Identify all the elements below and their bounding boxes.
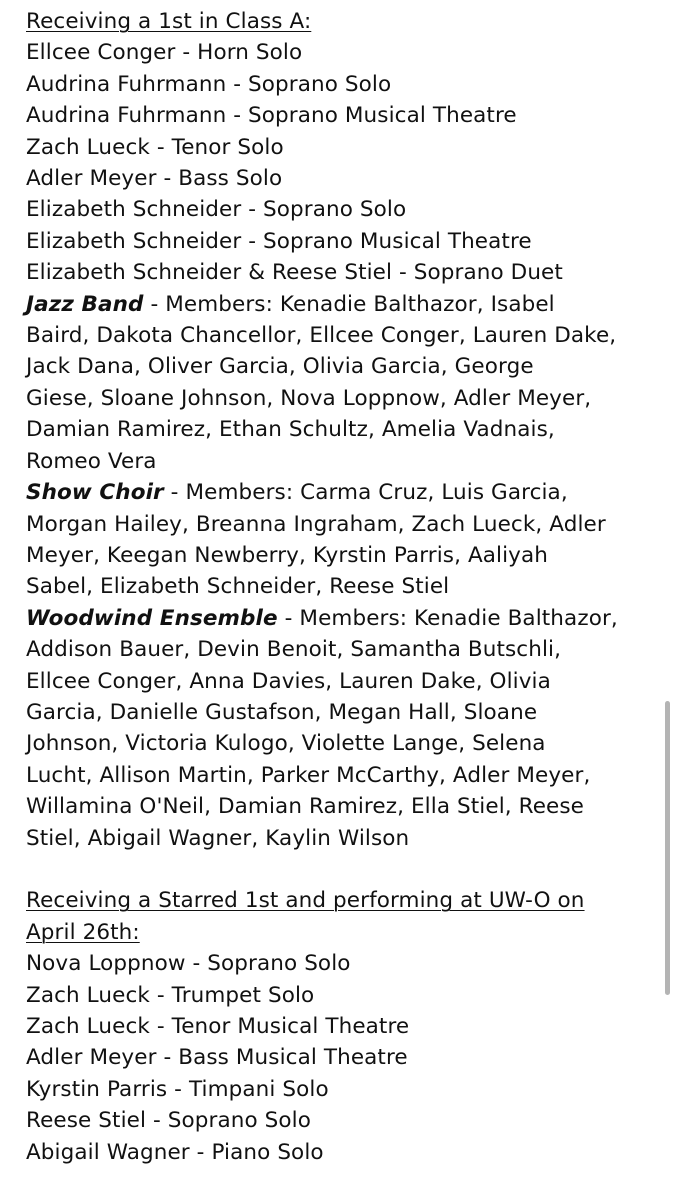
result-entry: Kyrstin Parris - Timpani Solo (26, 1076, 329, 1102)
result-entry: Audrina Fuhrmann - Soprano Musical Theatre (26, 103, 517, 129)
ensemble-jazz-band (26, 289, 656, 477)
ensemble-members-start: - Members: Carma Cruz, Luis Garcia, (163, 480, 568, 506)
section-spacer (26, 854, 656, 885)
ensemble-members-start: - Members: Kenadie Balthazor, (277, 605, 618, 631)
ensemble-name: Woodwind Ensemble (26, 605, 278, 631)
ensemble-members-line: Addison Bauer, Devin Benoit, Samantha Butschli, (26, 637, 562, 663)
result-entry: Zach Lueck - Trumpet Solo (26, 982, 315, 1008)
ensemble-first-line (26, 477, 656, 508)
result-entry: Ellcee Conger - Horn Solo (26, 40, 303, 66)
section-heading: Receiving a Starred 1st and performing at UW-O on (26, 888, 585, 914)
result-entry: Elizabeth Schneider - Soprano Musical Theatre (26, 228, 532, 254)
ensemble-members-line: Willamina O'Neil, Damian Ramirez, Ella Stiel, Reese (26, 794, 585, 820)
ensemble-members-line: Ellcee Conger, Anna Davies, Lauren Dake, Olivia (26, 668, 551, 694)
ensemble-members-start: - Members: Kenadie Balthazor, Isabel (143, 291, 555, 317)
section-heading: April 26th: (26, 919, 140, 945)
ensemble-members-line: Sabel, Elizabeth Schneider, Reese Stiel (26, 574, 450, 600)
ensemble-name: Show Choir (26, 480, 164, 506)
ensemble-name: Jazz Band (26, 291, 144, 317)
result-entry: Elizabeth Schneider & Reese Stiel - Soprano Duet (26, 260, 563, 286)
ensemble-members-line: Meyer, Keegan Newberry, Kyrstin Parris, Aaliyah (26, 542, 549, 568)
vertical-scrollbar[interactable] (665, 701, 670, 995)
ensemble-members-line: Jack Dana, Oliver Garcia, Olivia Garcia, George (26, 354, 534, 380)
ensemble-members-line: Romeo Vera (26, 448, 157, 474)
ensemble-members-line: Damian Ramirez, Ethan Schultz, Amelia Vadnais, (26, 417, 555, 443)
result-entry: Abigail Wagner - Piano Solo (26, 1139, 324, 1165)
ensemble-show-choir (26, 477, 656, 603)
ensemble-first-line (26, 603, 656, 634)
document-body (26, 6, 656, 1168)
result-entry: Reese Stiel - Soprano Solo (26, 1108, 311, 1134)
ensemble-members-line: Lucht, Allison Martin, Parker McCarthy, Adler Meyer, (26, 762, 591, 788)
section-starred-first (26, 885, 656, 1168)
result-entry: Elizabeth Schneider - Soprano Solo (26, 197, 407, 223)
section-class-a (26, 6, 656, 854)
result-entry: Audrina Fuhrmann - Soprano Solo (26, 71, 392, 97)
ensemble-members-line: Stiel, Abigail Wagner, Kaylin Wilson (26, 825, 410, 851)
ensemble-first-line (26, 289, 656, 320)
ensemble-woodwind (26, 603, 656, 854)
result-entry: Nova Loppnow - Soprano Solo (26, 951, 351, 977)
ensemble-members-line: Garcia, Danielle Gustafson, Megan Hall, Sloane (26, 699, 538, 725)
ensemble-members-line: Johnson, Victoria Kulogo, Violette Lange, Selena (26, 731, 546, 757)
ensemble-members-line: Giese, Sloane Johnson, Nova Loppnow, Adler Meyer, (26, 385, 592, 411)
result-entry: Adler Meyer - Bass Musical Theatre (26, 1045, 408, 1071)
result-entry: Zach Lueck - Tenor Musical Theatre (26, 1013, 410, 1039)
ensemble-members-line: Baird, Dakota Chancellor, Ellcee Conger, Lauren Dake, (26, 323, 617, 349)
result-entry: Adler Meyer - Bass Solo (26, 166, 283, 192)
result-entry: Zach Lueck - Tenor Solo (26, 134, 284, 160)
section-heading: Receiving a 1st in Class A: (26, 9, 312, 34)
ensemble-members-line: Morgan Hailey, Breanna Ingraham, Zach Lueck, Adler (26, 511, 606, 537)
